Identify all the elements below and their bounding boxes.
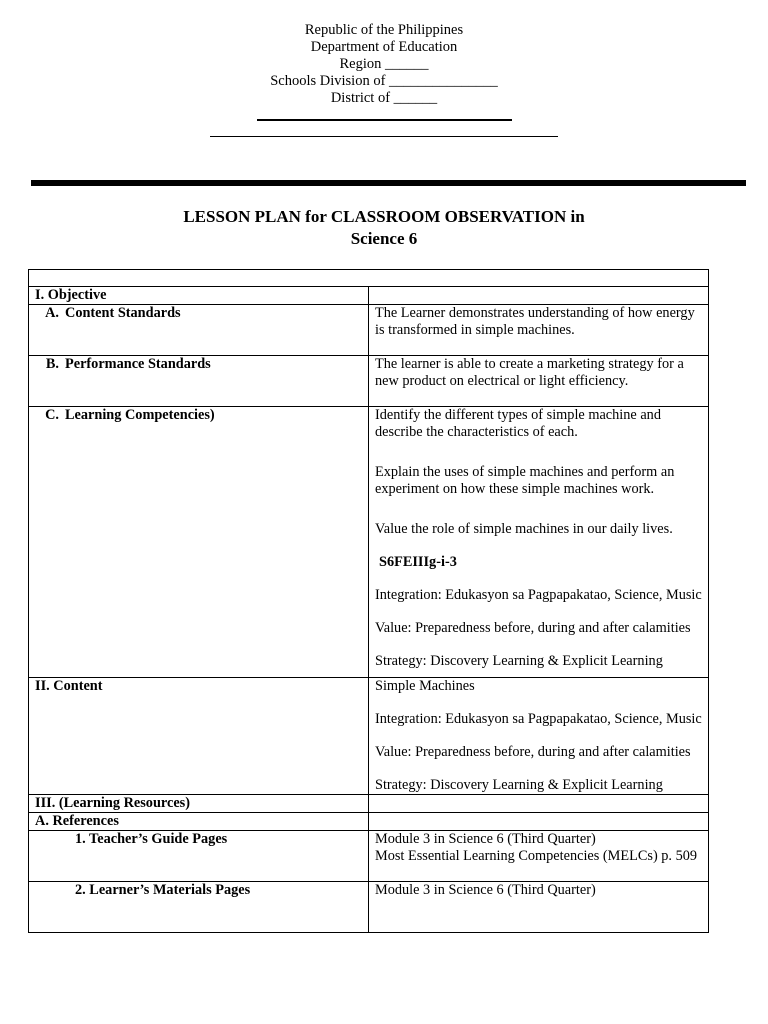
table-row: [29, 356, 709, 407]
learning-resources-label: III. (Learning Resources): [29, 795, 369, 813]
performance-standards-label-cell: [29, 356, 369, 407]
header-district: District of ______: [330, 90, 438, 106]
table-row: [29, 795, 709, 813]
list-marker: A.: [45, 305, 59, 321]
content-label: II. Content: [29, 678, 369, 795]
learners-materials-module: Module 3 in Science 6 (Third Quarter): [375, 882, 596, 898]
learning-competencies-cell: [369, 407, 709, 678]
objective-value: [369, 287, 709, 305]
learners-materials-cell: [369, 882, 709, 933]
competency-identify: Identify the different types of simple machine and describe the characteristics of each.: [375, 407, 661, 440]
header-region: Region ______: [339, 56, 429, 72]
table-row: [29, 882, 709, 933]
objective-label: I. Objective: [29, 287, 369, 305]
list-marker: B.: [45, 356, 59, 372]
competency-value-statement: Value: Preparedness before, during and after calamities: [375, 620, 691, 636]
table-row: [29, 678, 709, 795]
table-row: [29, 831, 709, 882]
competency-value: Value the role of simple machines in our daily lives.: [375, 521, 673, 537]
content-integration: Integration: Edukasyon sa Pagpapakatao, Science, Music: [375, 711, 702, 727]
learners-materials-label-cell: [29, 882, 369, 933]
lesson-plan-title: LESSON PLAN for CLASSROOM OBSERVATION in: [183, 207, 585, 226]
competency-explain: Explain the uses of simple machines and perform an experiment on how these simple machines work.: [375, 464, 675, 497]
header-republic: Republic of the Philippines: [304, 22, 464, 38]
header-divider: [31, 180, 746, 186]
signature-line-1: [257, 119, 512, 121]
list-marker: C.: [45, 407, 59, 423]
teachers-guide-cell: [369, 831, 709, 882]
learners-materials-label: 2. Learner’s Materials Pages: [75, 882, 251, 898]
lesson-plan-subject: Science 6: [350, 229, 418, 248]
table-row: [29, 270, 709, 287]
performance-standards-text: The learner is able to create a marketing strategy for a new product on electrical or light efficiency.: [369, 356, 709, 407]
teachers-guide-melcs: Most Essential Learning Competencies (MELCs) p. 509: [375, 848, 698, 864]
competency-strategy: Strategy: Discovery Learning & Explicit Learning: [375, 653, 663, 669]
content-value: Value: Preparedness before, during and after calamities: [375, 744, 691, 760]
learning-competencies-label: Learning Competencies): [65, 407, 215, 423]
blank-header-cell: [29, 270, 709, 287]
competency-code: S6FEIIIg-i-3: [379, 554, 457, 570]
header-schools-division: Schools Division of _______________: [270, 73, 498, 89]
references-label: A. References: [29, 813, 369, 831]
content-standards-label-cell: [29, 305, 369, 356]
content-standards-text: The Learner demonstrates understanding of how energy is transformed in simple machines.: [369, 305, 709, 356]
learning-resources-value: [369, 795, 709, 813]
content-standards-label: Content Standards: [65, 305, 181, 321]
content-topic: Simple Machines: [375, 678, 475, 694]
signature-line-2: [210, 136, 558, 137]
header-department: Department of Education: [310, 39, 458, 55]
teachers-guide-label: 1. Teacher’s Guide Pages: [75, 831, 228, 847]
learning-competencies-label-cell: [29, 407, 369, 678]
table-row: [29, 287, 709, 305]
performance-standards-label: Performance Standards: [65, 356, 211, 372]
table-row: [29, 813, 709, 831]
table-row: [29, 305, 709, 356]
references-value: [369, 813, 709, 831]
teachers-guide-label-cell: [29, 831, 369, 882]
content-cell: [369, 678, 709, 795]
content-strategy: Strategy: Discovery Learning & Explicit Learning: [375, 777, 663, 793]
competency-integration: Integration: Edukasyon sa Pagpapakatao, Science, Music: [375, 587, 702, 603]
teachers-guide-module: Module 3 in Science 6 (Third Quarter): [375, 831, 596, 847]
lesson-plan-table: [28, 269, 709, 933]
table-row: [29, 407, 709, 678]
